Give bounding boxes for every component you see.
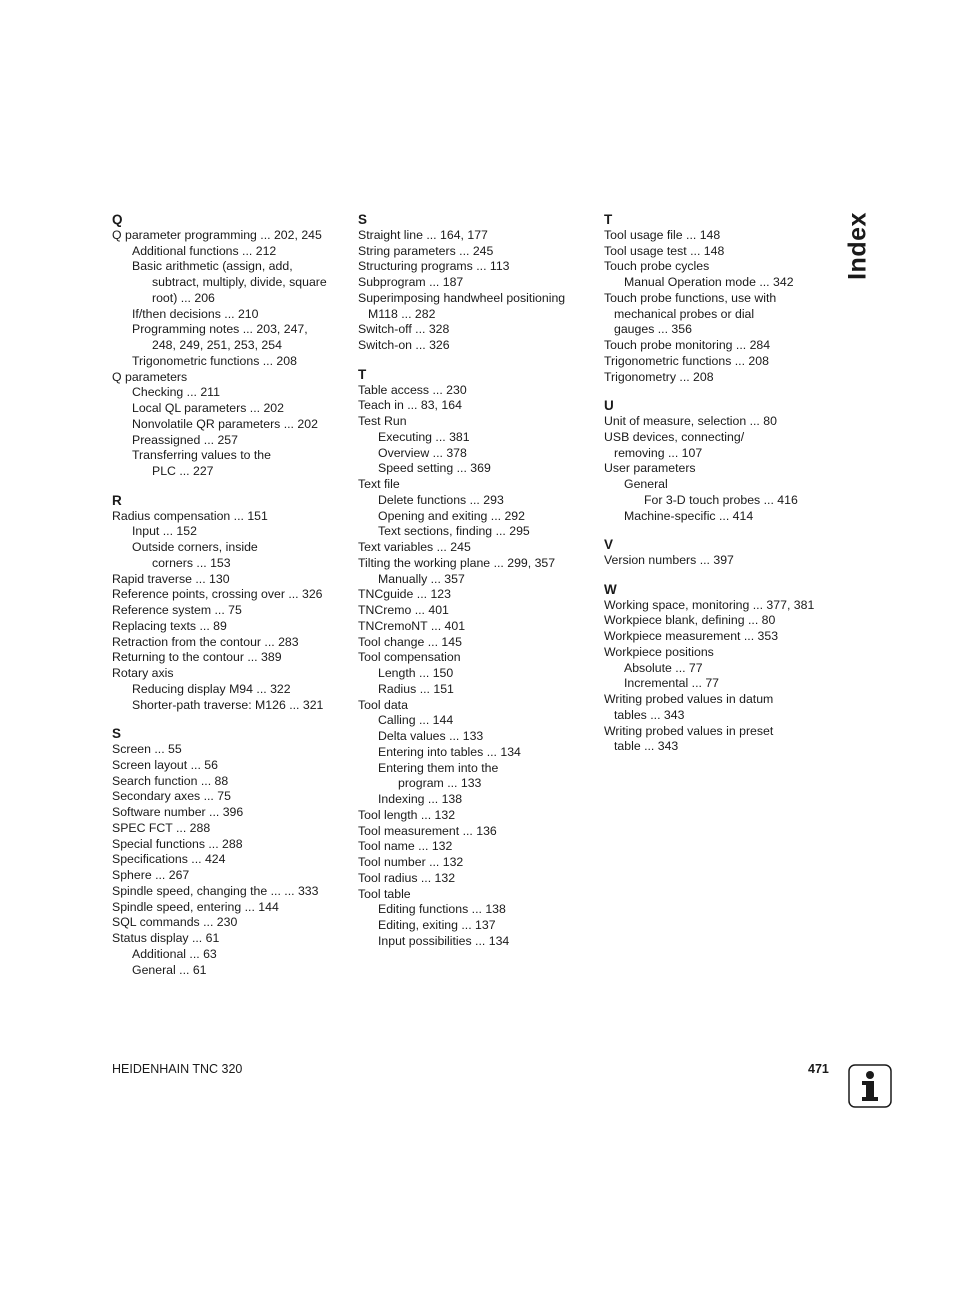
page-number: 471 [808, 1062, 829, 1076]
index-entry: Tool name ... 132 [358, 839, 453, 854]
index-entry: Calling ... 144 [378, 713, 454, 728]
section-letter: V [604, 537, 614, 553]
index-entry: Replacing texts ... 89 [112, 618, 227, 633]
index-entry: Status display ... 61 [112, 931, 220, 945]
index-entry: Tool data [358, 697, 408, 712]
footer-product-name: HEIDENHAIN TNC 320 [112, 1062, 243, 1076]
index-entry: Editing, exiting ... 137 [378, 918, 496, 932]
index-entry: Additional functions ... 212 [132, 243, 277, 258]
index-entry: Machine-specific ... 414 [624, 508, 754, 523]
index-entry: Workpiece blank, defining ... 80 [604, 613, 776, 628]
index-entry: Tool table [358, 886, 411, 901]
index-entry: Spindle speed, entering ... 144 [112, 899, 279, 914]
index-entry: Trigonometric functions ... 208 [132, 353, 297, 368]
index-entry: Length ... 150 [378, 666, 454, 680]
index-entry: User parameters [604, 461, 696, 476]
section-letter: S [358, 212, 368, 227]
index-entry: Preassigned ... 257 [132, 432, 238, 447]
index-entry: Working space, monitoring ... 377, 381 [604, 597, 815, 612]
index-entry: If/then decisions ... 210 [132, 306, 259, 321]
index-entry: Q parameters [112, 369, 188, 384]
index-entry: Retraction from the contour ... 283 [112, 634, 299, 649]
index-entry: For 3-D touch probes ... 416 [644, 492, 798, 507]
index-entry: Reference system ... 75 [112, 603, 242, 617]
index-entry: Version numbers ... 397 [604, 553, 734, 567]
index-section [358, 212, 594, 354]
index-entry: Delta values ... 133 [378, 729, 484, 743]
index-entry: Spindle speed, changing the ... ... 333 [112, 883, 319, 898]
index-entry: M118 ... 282 [368, 306, 436, 321]
index-entry: Structuring programs ... 113 [358, 259, 510, 274]
index-entry: Trigonometric functions ... 208 [604, 353, 769, 368]
index-entry: Software number ... 396 [112, 805, 244, 819]
section-letter: T [358, 366, 367, 382]
index-entry: Workpiece measurement ... 353 [604, 629, 779, 643]
index-entry: Entering into tables ... 134 [378, 744, 521, 759]
index-entry: Tool length ... 132 [358, 807, 456, 822]
index-entry: TNCremo ... 401 [358, 603, 449, 617]
section-letter: U [604, 398, 614, 414]
index-entry: General [624, 477, 668, 491]
index-entry: Rotary axis [112, 666, 174, 680]
index-entry: Editing functions ... 138 [378, 902, 506, 917]
index-entry: Reducing display M94 ... 322 [132, 681, 291, 696]
index-entry: Radius ... 151 [378, 681, 454, 696]
index-entry: Specifications ... 424 [112, 852, 226, 867]
index-entry: Delete functions ... 293 [378, 492, 504, 507]
index-entry: Switch-on ... 326 [358, 338, 450, 352]
index-entry: String parameters ... 245 [358, 243, 494, 258]
index-entry: Superimposing handwheel positioning [358, 290, 566, 305]
index-entry: TNCremoNT ... 401 [358, 618, 466, 633]
index-entry: Opening and exiting ... 292 [378, 508, 525, 523]
side-title-text: Index [843, 212, 872, 280]
index-section [112, 212, 348, 480]
index-entry: Rapid traverse ... 130 [112, 571, 230, 586]
index-entry: Q parameter programming ... 202, 245 [112, 227, 322, 242]
index-entry: root) ... 206 [152, 290, 215, 305]
index-column-2 [358, 212, 594, 963]
index-entry: Manually ... 357 [378, 571, 465, 586]
index-entry: Incremental ... 77 [624, 676, 720, 691]
index-entry: Checking ... 211 [132, 385, 220, 400]
index-entry: Test Run [358, 414, 407, 428]
index-entry: TNCguide ... 123 [358, 587, 451, 602]
index-entry: Manual Operation mode ... 342 [624, 275, 794, 289]
index-section [112, 493, 348, 714]
section-letter: W [604, 581, 617, 597]
index-section [358, 367, 594, 950]
index-entry: gauges ... 356 [614, 322, 692, 337]
index-entry: Touch probe monitoring ... 284 [604, 338, 771, 352]
index-entry: Outside corners, inside [132, 540, 258, 554]
index-entry: Screen ... 55 [112, 742, 182, 756]
index-entry: Text sections, finding ... 295 [378, 524, 530, 539]
index-entry: Indexing ... 138 [378, 792, 463, 806]
index-entry: Absolute ... 77 [624, 660, 703, 675]
section-letter: Q [112, 212, 123, 227]
index-entry: PLC ... 227 [152, 464, 214, 478]
index-entry: Overview ... 378 [378, 445, 467, 460]
index-entry: Input possibilities ... 134 [378, 933, 510, 948]
index-section [604, 398, 840, 524]
index-entry: Search function ... 88 [112, 773, 229, 788]
index-entry: corners ... 153 [152, 555, 231, 570]
index-entry: Tool compensation [358, 650, 461, 665]
index-entry: Switch-off ... 328 [358, 322, 450, 337]
index-entry: Tool measurement ... 136 [358, 823, 497, 838]
index-entry: Nonvolatile QR parameters ... 202 [132, 416, 318, 431]
index-entry: Transferring values to the [132, 448, 271, 463]
index-section [112, 726, 348, 978]
index-entry: 248, 249, 251, 253, 254 [152, 338, 282, 352]
index-entry: Local QL parameters ... 202 [132, 401, 284, 415]
index-entry: Sphere ... 267 [112, 868, 190, 882]
index-entry: Basic arithmetic (assign, add, [132, 259, 293, 274]
index-entry: Speed setting ... 369 [378, 461, 491, 476]
index-entry: General ... 61 [132, 962, 207, 977]
index-entry: mechanical probes or dial [614, 306, 755, 321]
index-section [604, 212, 840, 385]
index-entry: tables ... 343 [614, 707, 685, 722]
index-entry: Writing probed values in preset [604, 723, 774, 738]
index-entry: Programming notes ... 203, 247, [132, 322, 308, 337]
index-entry: Returning to the contour ... 389 [112, 650, 282, 665]
index-entry: Tilting the working plane ... 299, 357 [358, 555, 556, 570]
index-entry: Subprogram ... 187 [358, 275, 464, 289]
index-entry: Tool radius ... 132 [358, 870, 456, 885]
index-entry: SPEC FCT ... 288 [112, 820, 211, 835]
index-entry: removing ... 107 [614, 445, 703, 460]
index-entry: Input ... 152 [132, 524, 197, 539]
index-entry: Table access ... 230 [358, 382, 467, 397]
index-entry: Special functions ... 288 [112, 836, 243, 851]
index-entry: Additional ... 63 [132, 946, 217, 961]
index-entry: Shorter-path traverse: M126 ... 321 [132, 697, 324, 712]
section-letter: R [112, 492, 122, 508]
index-entry: Radius compensation ... 151 [112, 508, 268, 523]
index-entry: SQL commands ... 230 [112, 915, 238, 930]
index-column-1 [112, 212, 348, 991]
index-entry: Writing probed values in datum [604, 692, 774, 706]
index-entry: Secondary axes ... 75 [112, 789, 231, 804]
index-entry: Tool usage test ... 148 [604, 243, 725, 258]
index-entry: Reference points, crossing over ... 326 [112, 587, 323, 602]
index-entry: Tool usage file ... 148 [604, 227, 721, 242]
index-entry: Touch probe functions, use with [604, 290, 777, 305]
index-entry: Trigonometry ... 208 [604, 369, 714, 384]
index-entry: Executing ... 381 [378, 429, 470, 444]
side-title [838, 214, 878, 278]
index-section [604, 582, 840, 755]
index-entry: Text file [358, 477, 400, 491]
index-entry: Touch probe cycles [604, 259, 710, 274]
index-entry: Screen layout ... 56 [112, 757, 218, 772]
index-entry: Workpiece positions [604, 644, 714, 659]
index-entry: Tool number ... 132 [358, 855, 464, 869]
index-entry: Unit of measure, selection ... 80 [604, 414, 777, 428]
index-entry: Entering them into the [378, 760, 499, 775]
index-entry: USB devices, connecting/ [604, 429, 745, 444]
index-entry: program ... 133 [398, 776, 482, 791]
index-entry: Straight line ... 164, 177 [358, 227, 488, 242]
index-column-3 [604, 212, 840, 768]
index-section [604, 537, 840, 569]
section-letter: S [112, 726, 122, 742]
section-letter: T [604, 212, 613, 227]
index-entry: table ... 343 [614, 739, 679, 754]
index-entry: Tool change ... 145 [358, 634, 462, 649]
index-entry: subtract, multiply, divide, square [152, 275, 327, 289]
index-entry: Teach in ... 83, 164 [358, 398, 462, 413]
info-icon [848, 1064, 892, 1108]
index-entry: Text variables ... 245 [358, 540, 471, 554]
